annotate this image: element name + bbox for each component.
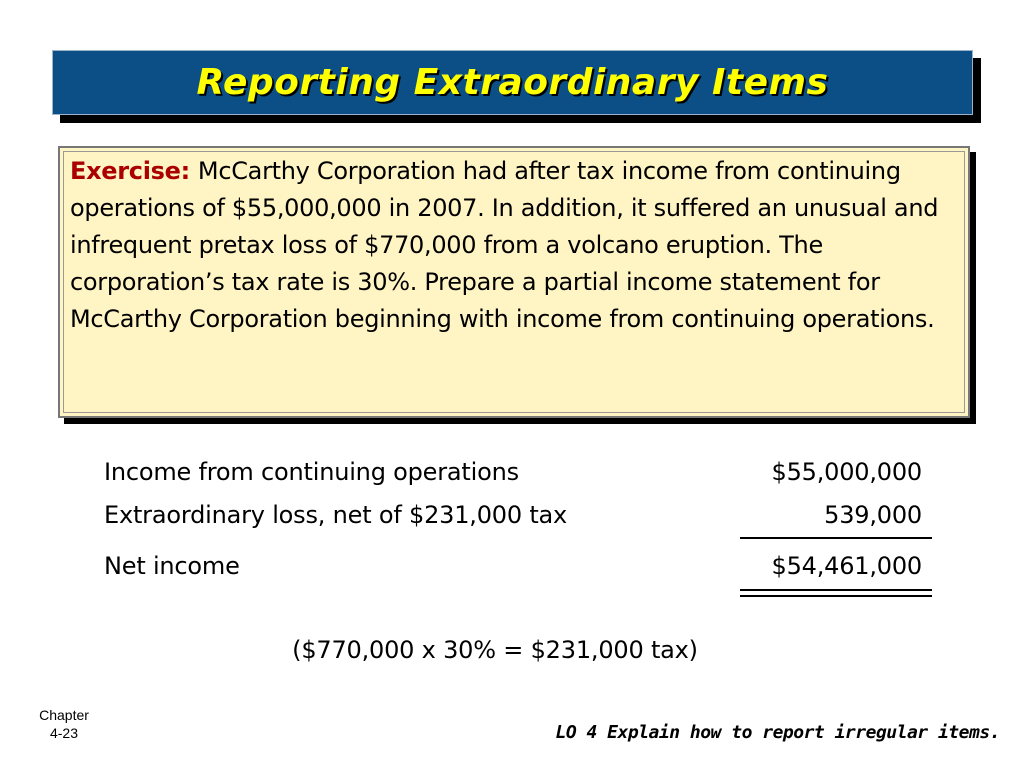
statement-row-extraordinary-loss	[104, 501, 934, 537]
chapter-label: Chapter	[39, 707, 89, 723]
learning-objective: LO 4 Explain how to report irregular items.	[555, 722, 1000, 743]
exercise-text-block	[70, 153, 960, 338]
exercise-label: Exercise:	[70, 157, 190, 185]
statement-label: Income from continuing operations	[104, 458, 519, 486]
total-double-underline-bottom	[740, 595, 932, 597]
chapter-label-block	[20, 706, 108, 742]
total-double-underline-top	[740, 589, 932, 591]
statement-amount: $55,000,000	[771, 458, 922, 486]
subtotal-underline	[740, 537, 932, 539]
slide-title: Reporting Extraordinary Items	[196, 62, 829, 103]
statement-label: Net income	[104, 552, 240, 580]
title-bar	[52, 50, 973, 115]
statement-amount: 539,000	[824, 501, 922, 529]
statement-row-continuing-operations	[104, 458, 934, 494]
exercise-box	[58, 146, 970, 418]
chapter-number: 4-23	[49, 725, 79, 741]
tax-calculation-note: ($770,000 x 30% = $231,000 tax)	[292, 636, 698, 664]
exercise-body: McCarthy Corporation had after tax income from continuing operations of $55,000,000 in 2007. In addition, it suffered an unusual and infrequent pretax loss of $770,000 from a volcano eruption. The corporation’s tax rate is 30%. Prepare a partial income statement for McCarthy Corporation beginning with income from continuing operations.	[70, 157, 939, 333]
statement-row-net-income	[104, 552, 934, 588]
statement-amount: $54,461,000	[771, 552, 922, 580]
statement-label: Extraordinary loss, net of $231,000 tax	[104, 501, 568, 529]
